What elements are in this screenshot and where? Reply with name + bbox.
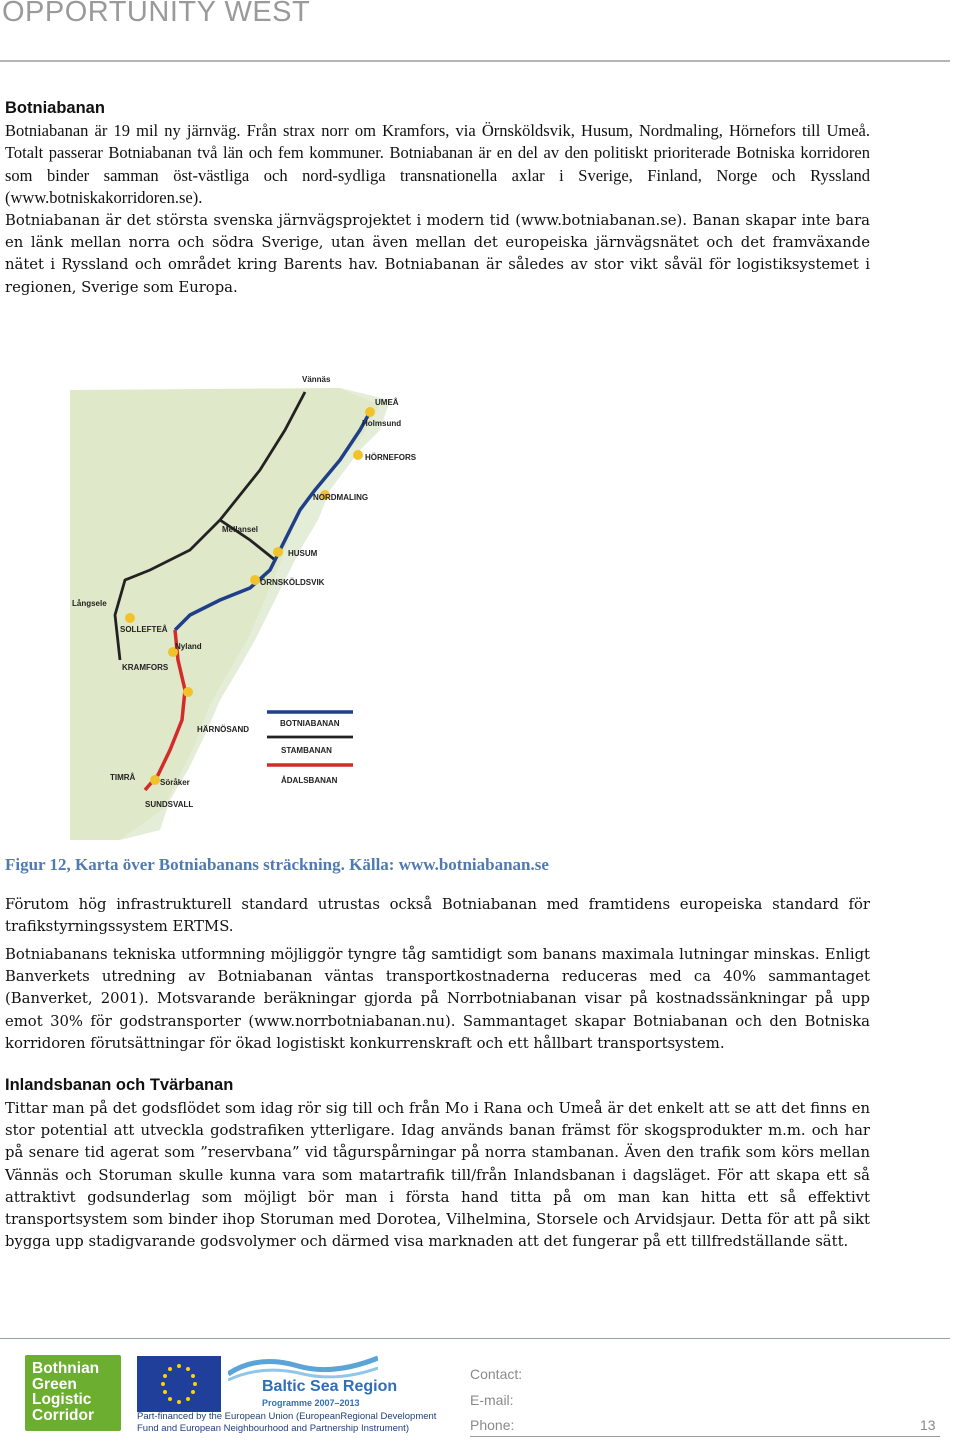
label-soraker: Söråker: [160, 778, 190, 787]
header-divider: [0, 60, 950, 62]
paragraph-ertms: Förutom hög infrastrukturell standard utrustas också Botniabanan med framtidens europeiska standard för trafikstyrningssystem ERTMS.: [5, 896, 870, 936]
header-title: OPPORTUNITY WEST: [2, 0, 311, 28]
phone-label: Phone:: [470, 1417, 515, 1433]
label-mellansel: Mellansel: [222, 525, 259, 534]
figure-caption: Figur 12, Karta över Botniabanans sträckning. Källa: www.botniabanan.se: [5, 855, 549, 874]
bsr-subtitle: Programme 2007–2013: [262, 1398, 360, 1408]
label-umea: UMEÅ: [375, 398, 399, 407]
label-sundsvall: SUNDSVALL: [145, 800, 194, 809]
page-header: [0, 0, 960, 62]
label-holmsund: Holmsund: [362, 419, 402, 428]
label-solleftea: SOLLEFTEÅ: [120, 625, 168, 634]
paragraph-inlandsbanan: Tittar man på det godsflödet som idag rör sig till och från Mo i Rana och Umeå är det enkelt att se att det finns en stor potential att utveckla godstrafiken ytterligare. Idag används banan främst för skogsprodukter m.m. och har på senare tid agerat som ”reservbana” vid tågurspårningar på norra stambanan. Även den trafik som körs mellan Vännäs och Storuman skulle kunna vara som matartrafik till/från Inlandsbanan i dagsläget. För att skapa ett så attraktivt godsunderlag som möjligt bör man i första hand titta på om man kan hitta ett så effektivt transportsystem som binder ihop Storuman med Dorotea, Vilhelmina, Storsele och Arvidsjaur. Detta för att på sikt bygga upp stadigvarande godsvolymer och därmed visa marknaden att det fungerar på ett tillfredställande sätt.: [5, 1100, 870, 1251]
page-number: 13: [920, 1417, 936, 1433]
label-langsele: Långsele: [72, 599, 107, 608]
station-umea: [365, 407, 375, 417]
bglc-logo-text: Bothnian Green Logistic Corridor: [32, 1360, 100, 1424]
section-heading-botniabanan: Botniabanan: [5, 99, 105, 117]
label-vannas: Vännäs: [302, 375, 331, 384]
legend-stambanan-label: STAMBANAN: [281, 746, 332, 755]
legend-botniabanan-label: BOTNIABANAN: [280, 719, 340, 728]
contact-label: Contact:: [470, 1366, 523, 1382]
funding-note: Part-financed by the European Union (EuropeanRegional Development Fund and European Neighbourhood and Partnership Instrument): [137, 1411, 437, 1434]
station-husum: [273, 547, 283, 557]
label-ornskoldsvik: ÖRNSKÖLDSVIK: [260, 578, 325, 587]
label-timra: TIMRÅ: [110, 773, 136, 782]
station-solleftea: [125, 613, 135, 623]
paragraph-intro: Botniabanan är 19 mil ny järnväg. Från strax norr om Kramfors, via Örnsköldsvik, Husum, Nordmaling, Hörnefors till Umeå. Totalt passerar Botniabanan två län och fem kommuner. Botniabanan är en del av den politiskt prioriterade Botniska korridoren som binder samman öst-västliga och nord-sydliga transnationella axlar i Sverige, Finland, Norge och Ryssland (www.botniskakorridoren.se).: [5, 121, 870, 207]
email-label: E-mail:: [470, 1392, 514, 1408]
bglc-logo: [25, 1355, 121, 1431]
label-nyland: Nyland: [175, 642, 202, 651]
station-ornskoldsvik: [250, 575, 260, 585]
section-heading-inlandsbanan: Inlandsbanan och Tvärbanan: [5, 1076, 234, 1094]
label-nordmaling: NORDMALING: [313, 493, 369, 502]
eu-flag-icon: [137, 1356, 221, 1412]
botniabanan-map: [60, 360, 480, 845]
paragraph-largest-project: Botniabanan är det största svenska järnvägsprojektet i modern tid (www.botniabanan.se). Banan skapar inte bara en länk mellan norra och södra Sverige, utan även mellan det europeiska järnvägsnätet och det framväxande nätet i Ryssland och området kring Barents hav. Botniabanan är således av stor vikt såväl för logistiksystemet i regionen, Sverige som Europa.: [5, 212, 870, 296]
contact-divider: [470, 1436, 940, 1437]
legend-adalsbanan-label: ÅDALSBANAN: [281, 776, 338, 785]
station-sundsvall: [150, 775, 160, 785]
label-husum: HUSUM: [288, 549, 318, 558]
station-hornefors: [353, 450, 363, 460]
paragraph-technical-design: Botniabanans tekniska utformning möjliggör tyngre tåg samtidigt som banans maximala lutningar minskas. Enligt Banverkets utredning av Botniabanan väntas transportkostnaderna reduceras med ca 40% sammantaget (Banverket, 2001). Motsvarande beräkningar gjorda på Norrbotniabanan visar på kostnadssänkningar på upp emot 30% för godstransporter (www.norrbotniabanan.nu). Sammantaget skapar Botniabanan och den Botniska korridoren förutsättningar för ökad logistiskt konkurrenskraft och ett hållbart transportsystem.: [5, 946, 870, 1052]
label-hornefors: HÖRNEFORS: [365, 453, 417, 462]
station-harnosand: [183, 687, 193, 697]
label-harnosand: HÄRNÖSAND: [197, 725, 249, 734]
label-kramfors: KRAMFORS: [122, 663, 169, 672]
bsr-title: Baltic Sea Region: [262, 1378, 398, 1395]
footer-divider: [0, 1338, 950, 1339]
